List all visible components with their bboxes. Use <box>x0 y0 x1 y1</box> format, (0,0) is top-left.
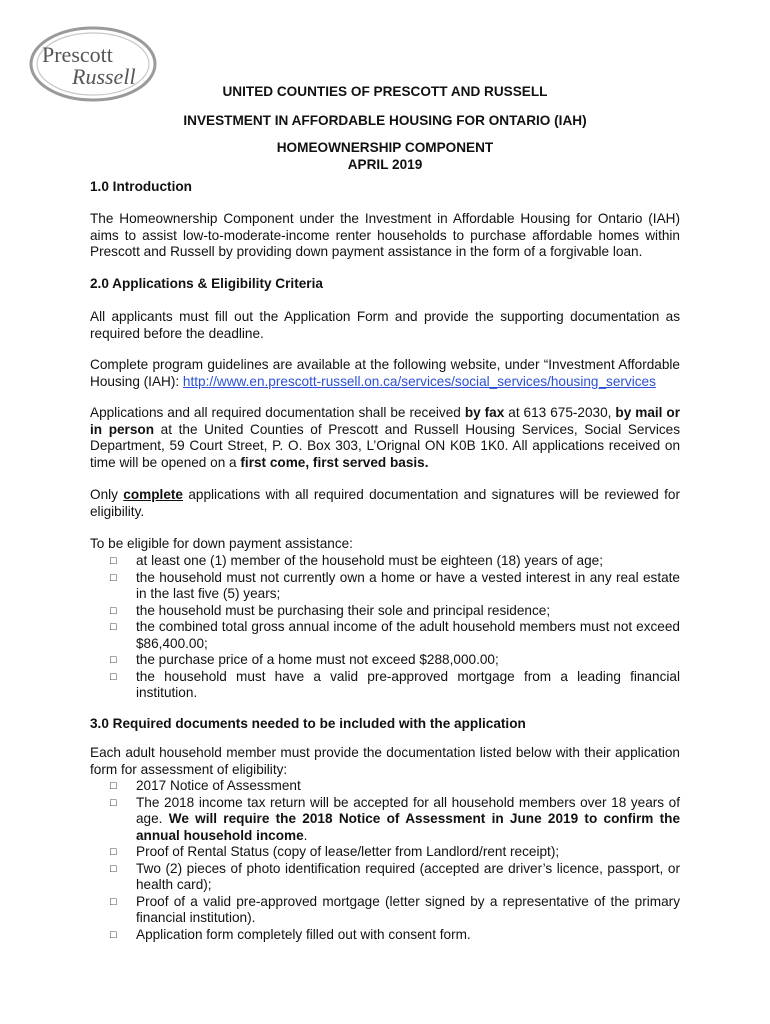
checkbox-bullet: □ <box>110 928 117 941</box>
submission-text: Applications and all required documentation shall be received <box>90 405 465 420</box>
section-2-paragraph-2 <box>90 357 680 390</box>
review-text: applications with all required documentation and signatures will be reviewed for eligibility. <box>90 487 680 519</box>
list-item <box>90 778 680 795</box>
documents-list <box>90 778 680 943</box>
section-2-heading: 2.0 Applications & Eligibility Criteria <box>90 276 323 291</box>
period-text: . <box>303 827 308 843</box>
checkbox-bullet: □ <box>110 621 117 633</box>
checkbox-bullet: □ <box>110 654 117 666</box>
list-item-text: The 2018 income tax return will be accepted for all household members over 18 years of age. <box>136 794 680 826</box>
list-item-text: Proof of Rental Status (copy of lease/letter from Landlord/rent receipt); <box>136 844 560 859</box>
first-come-text: first come, first served basis. <box>240 454 429 470</box>
list-item <box>90 570 680 603</box>
address-text: at the United Counties of Prescott and Russell Housing Services, Social Services Department, 59 Court Street, P. O. Box 303, L’Orignal ON K0B 1K0. All applications received on time will be opened on a <box>90 421 680 470</box>
list-item-text: at least one (1) member of the household must be eighteen (18) years of age; <box>136 553 603 568</box>
list-item <box>90 652 680 669</box>
svg-text:Prescott: Prescott <box>42 42 113 67</box>
date-title: APRIL 2019 <box>347 157 423 172</box>
complete-text: complete <box>123 487 183 502</box>
list-item-text: the household must be purchasing their sole and principal residence; <box>136 602 551 618</box>
section-3-intro: Each adult household member must provide the documentation listed below with their application form for assessment of eligibility: <box>90 745 680 777</box>
guidelines-text: Complete program guidelines are available at the following website, under “Investment Affordable Housing (IAH): <box>90 357 680 389</box>
section-2-paragraph-4 <box>90 487 680 520</box>
eligibility-list <box>90 553 680 702</box>
component-title: HOMEOWNERSHIP COMPONENT <box>276 140 494 155</box>
list-item <box>90 553 680 570</box>
checkbox-bullet: □ <box>110 571 117 584</box>
list-item-text: Proof of a valid pre-approved mortgage (letter signed by a representative of the primary financial institution). <box>136 893 680 925</box>
by-fax-text: by fax <box>464 405 505 420</box>
checkbox-bullet: □ <box>110 780 117 792</box>
list-item-text: the purchase price of a home must not exceed $288,000.00; <box>136 652 499 667</box>
checkbox-bullet: □ <box>110 604 117 617</box>
fax-number-text: at 613 675-2030, <box>504 405 616 420</box>
checkbox-bullet: □ <box>110 846 117 858</box>
list-item-text: Application form completely filled out with consent form. <box>136 926 471 942</box>
list-item <box>90 927 680 944</box>
section-2-paragraph-1: All applicants must fill out the Application Form and provide the supporting documentation as required before the deadline. <box>90 309 680 341</box>
svg-text:Russell: Russell <box>72 64 136 89</box>
list-item <box>90 861 680 894</box>
list-item-text: Two (2) pieces of photo identification required (accepted are driver’s licence, passport, or health card); <box>136 860 680 892</box>
org-title: UNITED COUNTIES OF PRESCOTT AND RUSSELL <box>222 84 548 99</box>
list-item <box>90 619 680 652</box>
section-2-paragraph-3 <box>90 405 680 471</box>
list-item-text: the household must have a valid pre-approved mortgage from a leading financial institution. <box>136 668 680 700</box>
housing-services-link[interactable]: http://www.en.prescott-russell.on.ca/services/social_services/housing_services <box>182 373 656 389</box>
list-item-text: the household must not currently own a home or have a vested interest in any real estate in the last five (5) years; <box>136 569 680 601</box>
eligibility-intro: To be eligible for down payment assistance: <box>90 536 353 551</box>
section-1-paragraph: The Homeownership Component under the Investment in Affordable Housing for Ontario (IAH) aims to assist low-to-moderate-income renter households to purchase affordable homes within Prescott and Russell by providing down payment assistance in the form of a forgivable loan. <box>90 211 680 259</box>
list-item <box>90 669 680 702</box>
notice-requirement-text: We will require the 2018 Notice of Assessment in June 2019 to confirm the annual household income <box>136 811 681 843</box>
list-item-text: the combined total gross annual income of the adult household members must not exceed $86,400.00; <box>136 619 680 651</box>
list-item <box>90 894 680 927</box>
by-mail-text: by mail or in person <box>90 405 680 437</box>
program-title: INVESTMENT IN AFFORDABLE HOUSING FOR ONTARIO (IAH) <box>183 113 587 128</box>
checkbox-bullet: □ <box>110 555 117 567</box>
list-item <box>90 844 680 861</box>
list-item <box>90 795 680 845</box>
section-1-heading: 1.0 Introduction <box>90 179 192 194</box>
section-3-heading: 3.0 Required documents needed to be included with the application <box>90 716 526 731</box>
only-text: Only <box>90 487 124 502</box>
checkbox-bullet: □ <box>110 670 117 683</box>
checkbox-bullet: □ <box>110 895 117 908</box>
list-item-text: 2017 Notice of Assessment <box>136 778 301 793</box>
list-item <box>90 603 680 620</box>
checkbox-bullet: □ <box>110 796 117 809</box>
checkbox-bullet: □ <box>110 862 117 875</box>
